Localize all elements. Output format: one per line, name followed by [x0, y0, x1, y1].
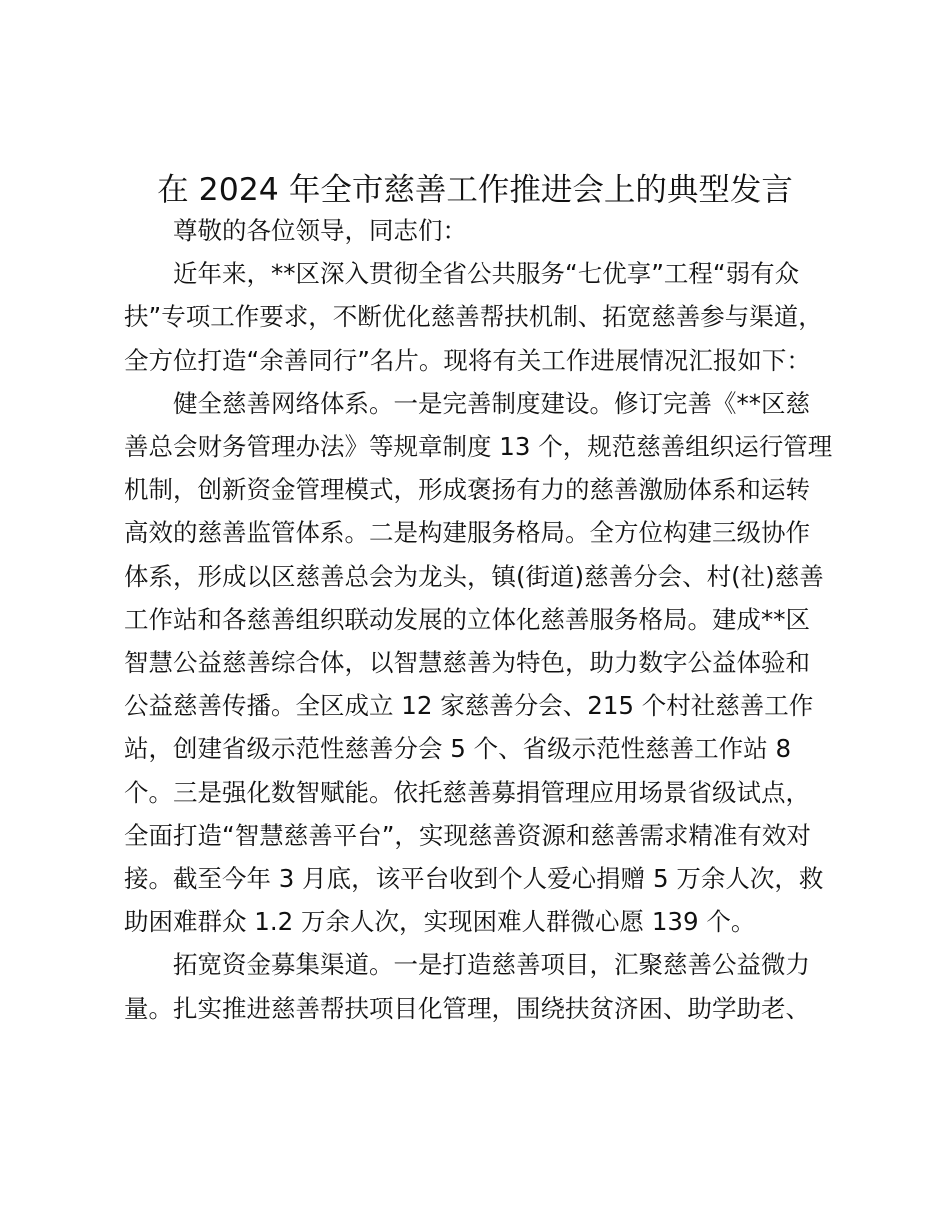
paragraph-line: 体系，形成以区慈善总会为龙头，镇(街道)慈善分会、村(社)慈善	[124, 561, 824, 591]
paragraph-line: 扶”专项工作要求，不断优化慈善帮扶机制、拓宽慈善参与渠道，	[124, 302, 823, 332]
paragraph-line: 工作站和各慈善组织联动发展的立体化慈善服务格局。建成**区	[124, 604, 810, 634]
paragraph-line: 全面打造“智慧慈善平台”，实现慈善资源和慈善需求精准有效对	[124, 820, 811, 850]
paragraph-line: 近年来，**区深入贯彻全省公共服务“七优享”工程“弱有众	[173, 259, 800, 289]
document-title: 在 2024 年全市慈善工作推进会上的典型发言	[157, 172, 793, 208]
paragraph-line: 善总会财务管理办法》等规章制度 13 个，规范慈善组织运行管理	[124, 432, 833, 462]
paragraph-line: 全方位打造“余善同行”名片。现将有关工作进展情况汇报如下：	[124, 345, 811, 375]
paragraph-line: 智慧公益慈善综合体，以智慧慈善为特色，助力数字公益体验和	[124, 648, 810, 678]
paragraph-line: 量。扎实推进慈善帮扶项目化管理，围绕扶贫济困、助学助老、	[124, 993, 810, 1023]
paragraph-line: 机制，创新资金管理模式，形成褒扬有力的慈善激励体系和运转	[124, 475, 810, 505]
document-body	[124, 209, 840, 1030]
paragraph-line: 接。截至今年 3 月底，该平台收到个人爱心捐赠 5 万余人次，救	[124, 864, 824, 894]
paragraph-line: 公益慈善传播。全区成立 12 家慈善分会、215 个村社慈善工作	[124, 691, 814, 721]
paragraph-line: 尊敬的各位领导，同志们：	[173, 216, 467, 245]
paragraph-line: 健全慈善网络体系。一是完善制度建设。修订完善《**区慈	[173, 388, 810, 418]
paragraph-line: 个。三是强化数智赋能。依托慈善募捐管理应用场景省级试点，	[124, 777, 810, 807]
paragraph-line: 拓宽资金募集渠道。一是打造慈善项目，汇聚慈善公益微力	[173, 950, 810, 980]
paragraph-line: 高效的慈善监管体系。二是构建服务格局。全方位构建三级协作	[124, 518, 810, 548]
paragraph-line: 站，创建省级示范性慈善分会 5 个、省级示范性慈善工作站 8	[124, 734, 792, 764]
paragraph-line: 助困难群众 1.2 万余人次，实现困难人群微心愿 139 个。	[124, 907, 756, 937]
